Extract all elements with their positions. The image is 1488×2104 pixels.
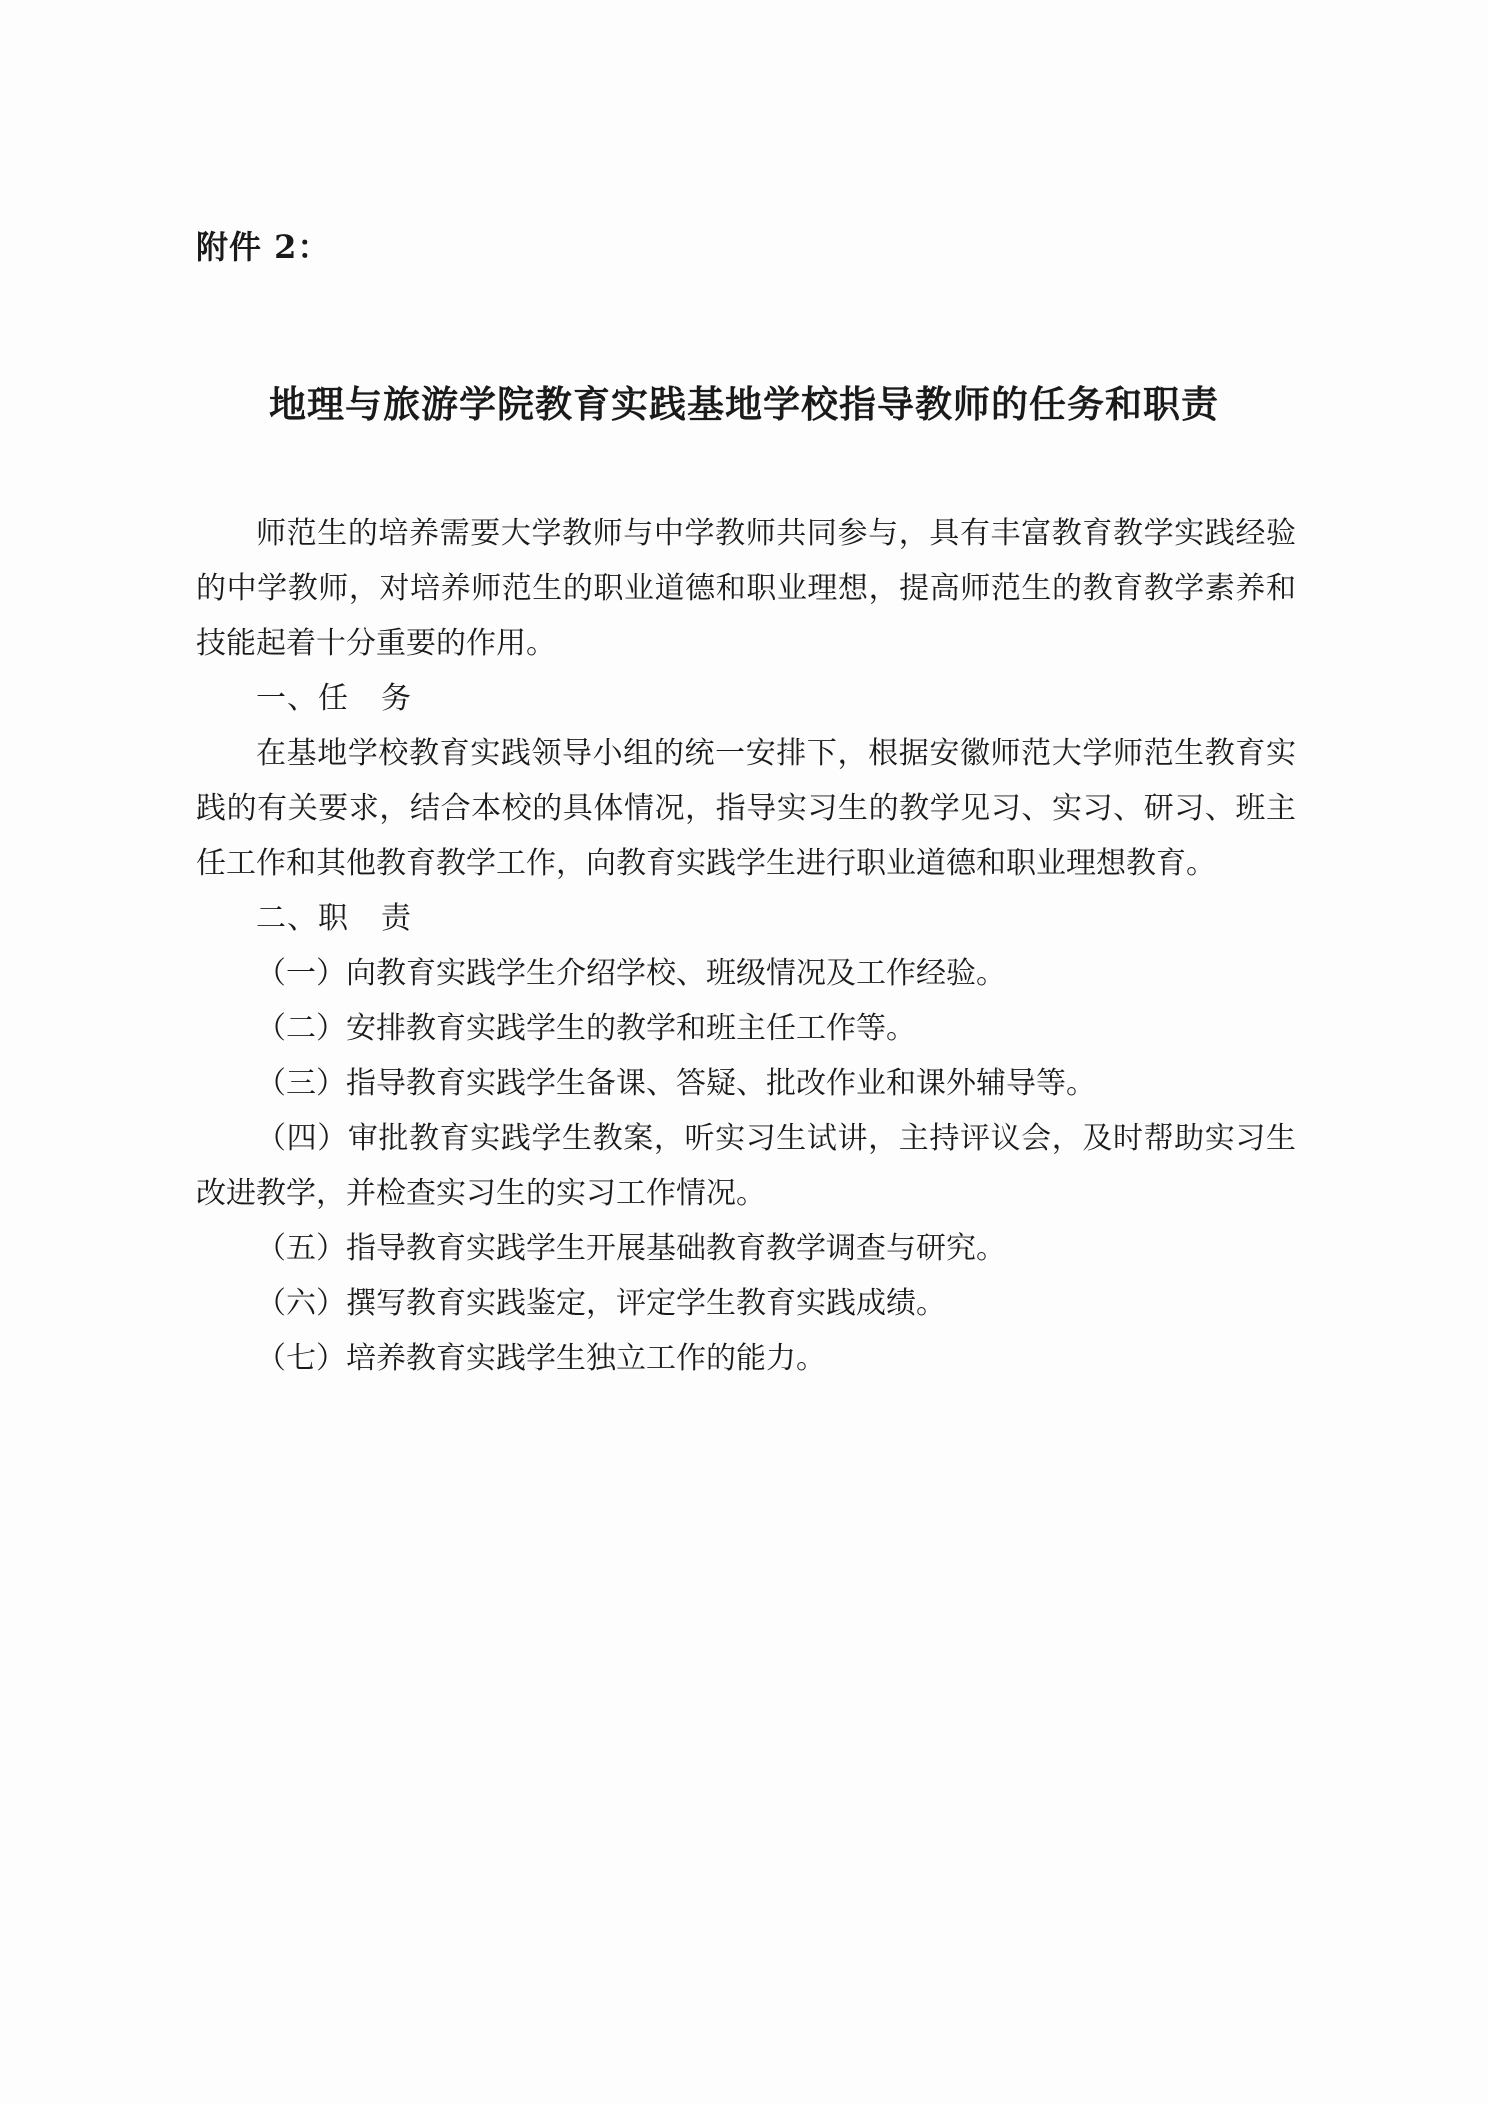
tasks-paragraph: 在基地学校教育实践领导小组的统一安排下，根据安徽师范大学师范生教育实践的有关要求，结合本校的具体情况，指导实习生的教学见习、实习、研习、班主任工作和其他教育教学工作，向教育实践学生进行职业道德和职业理想教育。 [196,736,1296,881]
duty-item-3: （三）指导教育实践学生备课、答疑、批改作业和课外辅导等。 [256,1066,1096,1101]
attachment-label: 附件 2： [196,228,331,266]
duty-item-5: （五）指导教育实践学生开展基础教育教学调查与研究。 [256,1231,1006,1266]
section-heading-tasks-tail: 务 [381,681,412,716]
duty-item-2: （二）安排教育实践学生的教学和班主任工作等。 [256,1011,916,1046]
duty-item-6: （六）撰写教育实践鉴定，评定学生教育实践成绩。 [256,1286,946,1321]
section-heading-tasks [196,671,1296,726]
section-heading-tasks-number: 一、任 [256,681,349,716]
duties-list [196,946,1296,1386]
document-title: 地理与旅游学院教育实践基地学校指导教师的任务和职责 [269,382,1219,426]
section-heading-duties-tail: 责 [381,901,412,936]
intro-paragraph: 师范生的培养需要大学教师与中学教师共同参与，具有丰富教育教学实践经验的中学教师，对培养师范生的职业道德和职业理想，提高师范生的教育教学素养和技能起着十分重要的作用。 [196,516,1296,661]
section-heading-duties-number: 二、职 [256,901,349,936]
duty-item-1: （一）向教育实践学生介绍学校、班级情况及工作经验。 [256,956,1006,991]
section-heading-duties [196,891,1296,946]
document-body [196,506,1296,1386]
duty-item-7: （七）培养教育实践学生独立工作的能力。 [256,1341,826,1376]
duty-item-4: （四）审批教育实践学生教案，听实习生试讲，主持评议会，及时帮助实习生改进教学，并检查实习生的实习工作情况。 [196,1121,1296,1211]
